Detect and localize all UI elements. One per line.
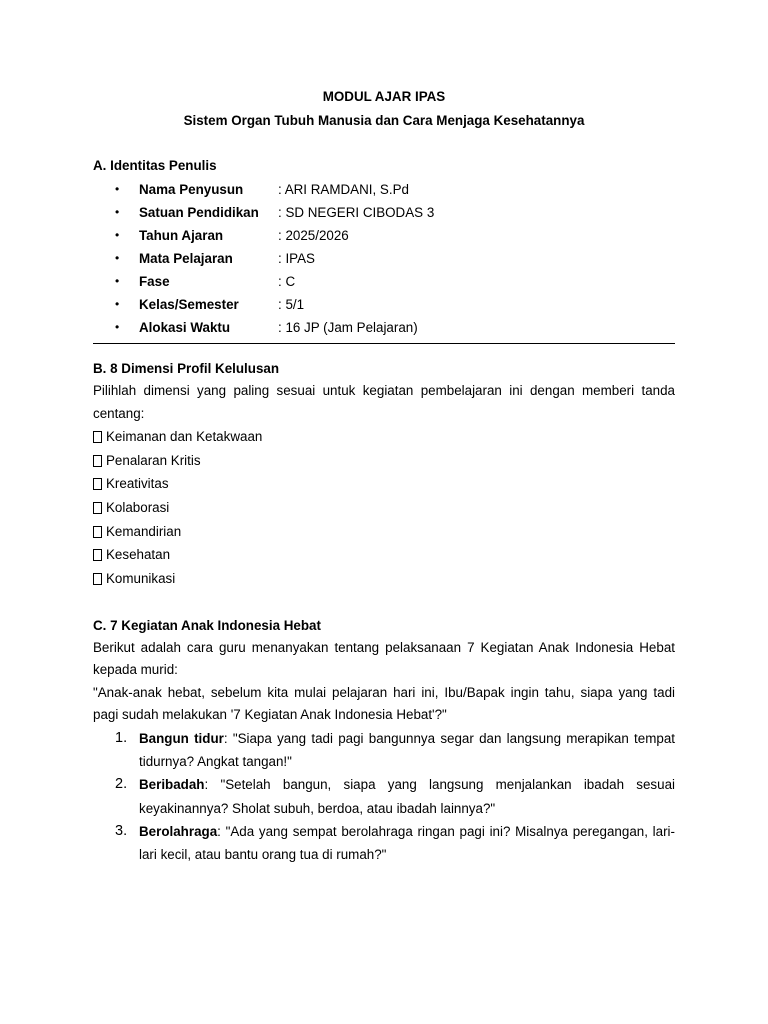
identity-label: Tahun Ajaran [139,228,224,243]
checklist-item[interactable] [93,472,675,496]
document-subtitle: Sistem Organ Tubuh Manusia dan Cara Menjaga Kesehatannya [183,113,585,128]
dimension-checklist [93,425,675,591]
checklist-label: Kolaborasi [106,500,170,516]
checklist-label: Keimanan dan Ketakwaan [106,429,263,444]
activity-name: Bangun tidur [139,730,224,746]
list-item [93,293,675,316]
document-title: MODUL AJAR IPAS [322,89,446,104]
section-a-heading: A. Identitas Penulis [93,158,217,173]
identity-value: : 2025/2026 [278,228,349,243]
list-item [93,820,675,867]
section-divider [93,343,675,344]
activity-text: : "Ada yang sempat berolahraga ringan pagi ini? Misalnya peregangan, lari-lari kecil, atau bantu orang tua di rumah?" [139,824,675,863]
list-number: 3. [115,823,128,839]
identity-label: Nama Penyusun [139,182,244,197]
activity-name: Berolahraga [139,824,218,839]
checklist-label: Komunikasi [106,571,176,587]
checklist-label: Kemandirian [106,523,182,539]
checklist-label: Kreativitas [106,476,169,492]
checklist-label: Penalaran Kritis [106,452,201,468]
section-c-heading: C. 7 Kegiatan Anak Indonesia Hebat [93,617,321,633]
checklist-item[interactable] [93,449,675,473]
bullet-icon: • [115,274,120,288]
list-item [93,201,675,224]
identity-value: : SD NEGERI CIBODAS 3 [278,205,435,220]
activity-list [93,727,675,867]
identity-value: : 16 JP (Jam Pelajaran) [278,320,418,335]
activity-text: : "Siapa yang tadi pagi bangunnya segar dan langsung merapikan tempat tidurnya? Angkat tangan!" [139,730,675,770]
checkbox-icon[interactable] [93,478,102,490]
identity-label: Mata Pelajaran [139,251,233,266]
list-item [93,247,675,270]
list-number: 2. [115,776,128,793]
section-c-quote: "Anak-anak hebat, sebelum kita mulai pelajaran hari ini, Ibu/Bapak ingin tahu, siapa yang tadi pagi sudah melakukan '7 Kegiatan Anak Indonesia Hebat'?" [93,684,675,723]
list-number: 1. [115,729,128,746]
bullet-icon: • [115,205,120,219]
identity-label: Fase [139,274,170,289]
section-b-heading: B. 8 Dimensi Profil Kelulusan [93,361,280,376]
identity-value: : IPAS [278,251,315,266]
identity-value: : C [278,274,296,289]
list-item [93,773,675,820]
activity-name: Beribadah [139,777,205,793]
identity-label: Satuan Pendidikan [139,205,259,220]
bullet-icon: • [115,297,120,311]
identity-value: : 5/1 [278,297,305,312]
identity-value: : ARI RAMDANI, S.Pd [278,182,409,197]
bullet-icon: • [115,228,120,242]
section-c-intro: Berikut adalah cara guru menanyakan tentang pelaksanaan 7 Kegiatan Anak Indonesia Hebat kepada murid: [93,639,675,678]
bullet-icon: • [115,182,120,196]
list-item [93,727,675,774]
list-item [93,316,675,339]
checklist-item[interactable] [93,567,675,591]
document-content [93,87,675,867]
bullet-icon: • [115,320,120,334]
checklist-label: Kesehatan [106,547,171,563]
checkbox-icon[interactable] [93,431,102,443]
bullet-icon: • [115,251,120,265]
checklist-item[interactable] [93,520,675,544]
activity-text: : "Setelah bangun, siapa yang langsung menjalankan ibadah sesuai keyakinannya? Sholat subuh, berdoa, atau ibadah lainnya?" [139,777,675,816]
list-item [93,178,675,201]
checkbox-icon[interactable] [93,526,102,538]
list-item [93,224,675,247]
checkbox-icon[interactable] [93,502,102,514]
checklist-item[interactable] [93,543,675,567]
identity-label: Alokasi Waktu [139,320,231,335]
checkbox-icon[interactable] [93,573,102,585]
checkbox-icon[interactable] [93,455,102,467]
list-item [93,270,675,293]
identity-list [93,178,675,339]
checklist-item[interactable] [93,425,675,449]
checklist-item[interactable] [93,496,675,520]
section-b-intro: Pilihlah dimensi yang paling sesuai untuk kegiatan pembelajaran ini dengan memberi tanda centang: [93,383,675,421]
identity-label: Kelas/Semester [139,297,239,312]
checkbox-icon[interactable] [93,549,102,561]
